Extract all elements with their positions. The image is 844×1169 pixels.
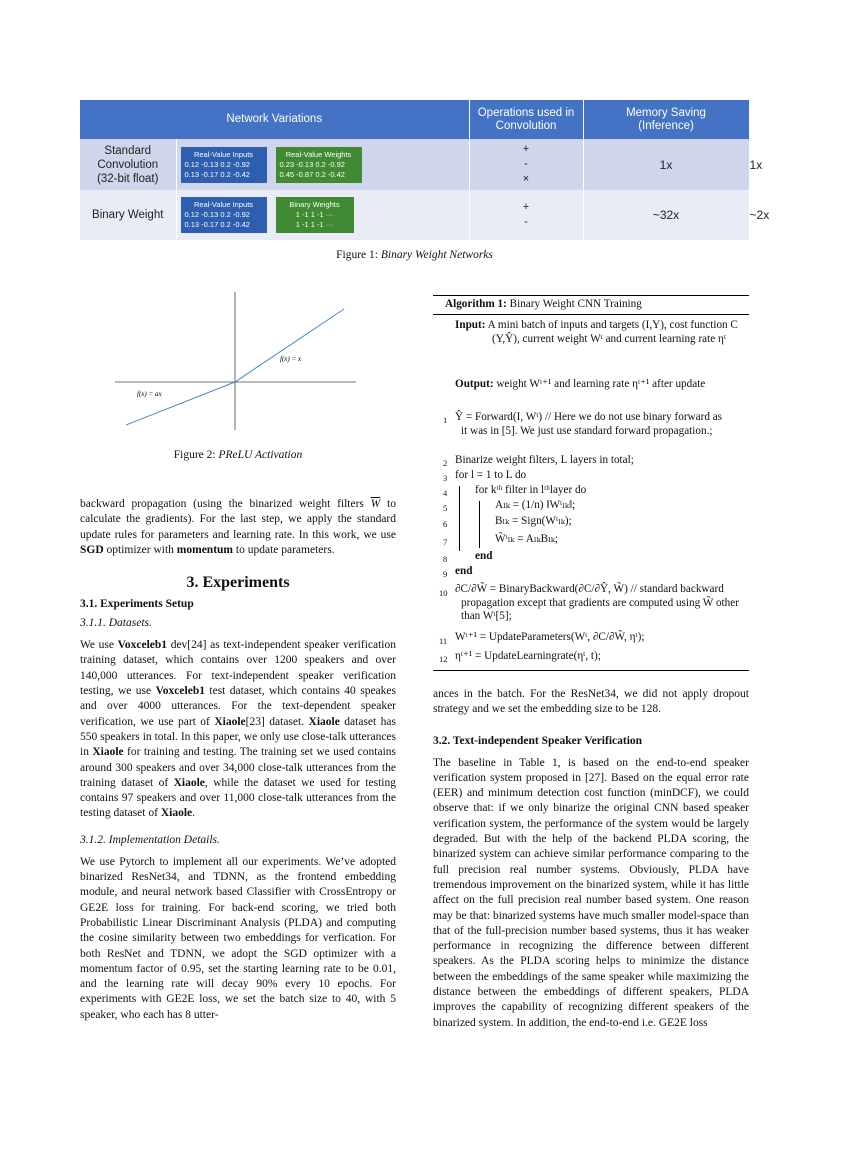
box-title: Real-Value Inputs bbox=[193, 200, 254, 209]
line-number: 11 bbox=[439, 635, 448, 646]
line-number: 9 bbox=[443, 568, 448, 579]
line-number: 5 bbox=[443, 502, 448, 513]
text: , while the dataset we used for testing contains 97 speakers and over 11,000 close-talk utterances from the testing dataset of bbox=[80, 776, 396, 820]
paragraph-datasets bbox=[80, 638, 396, 822]
input-text: A mini batch of inputs and targets (I,Y), cost function C (Y,Ŷ), current weight Wᵗ and current learning rate ηᵗ bbox=[485, 318, 738, 345]
text: backward propagation (using the binarized weight filters bbox=[80, 498, 371, 510]
left-column bbox=[80, 497, 396, 1023]
text: We use bbox=[80, 639, 118, 652]
caption-prefix: Figure 2: bbox=[173, 449, 219, 461]
subsection-heading: 3.2. Text-independent Speaker Verification bbox=[433, 734, 643, 747]
line-number: 12 bbox=[439, 653, 448, 664]
ops-standard bbox=[469, 139, 583, 190]
subsubsection-heading: 3.1.1. Datasets. bbox=[80, 617, 152, 630]
algo-title bbox=[433, 296, 749, 314]
input-box-binary bbox=[181, 197, 267, 233]
algo-line-8: end bbox=[475, 549, 493, 562]
algo-input bbox=[455, 319, 752, 347]
algo-line-1: Ŷ = Forward(I, Wᵗ) // Here we do not use binary forward as it was in [5]. We just use standard forward propagation.; bbox=[455, 410, 723, 437]
text: optimizer with bbox=[103, 543, 177, 556]
weight-box-binary bbox=[276, 197, 354, 233]
text: test dataset, which contains 40 speakes and over 4000 utterances. For the text-dependent speaker verification, we use part of bbox=[80, 685, 396, 728]
row-boxes-binary bbox=[176, 190, 469, 240]
prelu-plot bbox=[110, 292, 370, 432]
box-title: Binary Weights bbox=[289, 200, 340, 209]
right-column bbox=[433, 687, 749, 1031]
line-number: 7 bbox=[443, 536, 448, 547]
algo-line-10: ∂C/∂W̃ = BinaryBackward(∂C/∂Ŷ, W̃) // standard backward propagation except that gradients are computed using W̃ other than Wᵗ[5]; bbox=[455, 582, 739, 623]
box-line: 1 -1 1 -1 ··· bbox=[295, 210, 334, 219]
text-bold: Xiaole bbox=[160, 807, 193, 820]
positive-segment bbox=[235, 309, 344, 382]
box-line: 0.13 -0.17 0.2 -0.42 bbox=[184, 220, 250, 229]
text: . bbox=[192, 807, 195, 820]
label-line: Convolution bbox=[97, 158, 159, 171]
text-bold: Xiaole bbox=[214, 715, 246, 728]
text: [23] dataset. bbox=[245, 715, 309, 728]
text: to calculate the gradients). For the last step, we apply the standard update rules for parameters and learning rate. In this work, we use bbox=[80, 498, 396, 541]
line-number: 6 bbox=[443, 518, 448, 529]
figure1-caption bbox=[80, 249, 749, 261]
op-minus: - bbox=[524, 216, 528, 228]
line-number: 3 bbox=[443, 472, 448, 483]
figure2-caption bbox=[80, 449, 396, 461]
line-number: 4 bbox=[443, 487, 448, 498]
text: dev[24] as text-independent speaker verification training dataset, which contains over 1200 speakers and over 140,000 utterances. For text-independent speaker verification testing, we use bbox=[80, 639, 396, 698]
op-plus: + bbox=[522, 143, 530, 155]
text-bold: SGD bbox=[80, 543, 104, 556]
algo-output bbox=[455, 378, 761, 392]
algo-line-2: Binarize weight filters, L layers in total; bbox=[455, 453, 634, 466]
algo-line-6: Bₗₖ = Sign(Wᵗₗₖ); bbox=[495, 514, 572, 527]
algo-line-11: Wᵗ⁺¹ = UpdateParameters(Wᵗ, ∂C/∂W̃, ηᵗ); bbox=[455, 630, 645, 643]
text: for training and testing. The training set we used contains around 300 speakers and over 34,000 close-talk utterances from the training dataset of bbox=[80, 746, 396, 789]
output-label: Output: bbox=[455, 377, 494, 390]
memory-binary: ~32x bbox=[583, 190, 749, 240]
algo-line-9: end bbox=[455, 564, 473, 577]
ops-binary bbox=[469, 190, 583, 240]
row-label-standard bbox=[80, 139, 176, 190]
text-bold: Xiaole bbox=[173, 776, 205, 789]
text-bold: momentum bbox=[176, 543, 234, 556]
negative-segment bbox=[126, 382, 235, 425]
line-number: 2 bbox=[443, 457, 448, 468]
box-line: 1 -1 1 -1 ··· bbox=[295, 220, 334, 229]
title-bold: Algorithm 1: bbox=[445, 298, 507, 310]
paragraph-verification: The baseline in Table 1, is based on the end-to-end speaker verification system proposed in [27]. Based on the equal error rate (EER) and minimum detection cost function (minDCF), we could observe that: if we only binarize the original CNN based speaker verification system, the performance of the system would be largely degraded. But with the help of the backend PLDA scoring, the binarized system can achieve similar performance comparing to the full precision real number systems. Obviously, PLDA have tremendous improvement on the binarized system, while it has little affect on the full precision real number based system. One reason may be that: binarized systems have much smaller model-space than that of the full-precision number based systems, thus it has weaker performance in recognizing the difference between different speakers. As the PLDA scoring helps to minimize the distance between the embeddings of the same speaker while maximizing the distance between the embeddings of different speakers, PLDA improves the capability of recognizing different speakers of the binarized system. In addition, the end-to-end i.e. GE2E loss bbox=[433, 756, 749, 1029]
paragraph-backprop bbox=[80, 497, 396, 558]
algo-body bbox=[433, 315, 749, 650]
w-tilde: $\overline{W}$ bbox=[370, 498, 381, 510]
output-text: weight Wᵗ⁺¹ and learning rate ηᵗ⁺¹ after update bbox=[493, 377, 706, 390]
algo-line-7: W̃ᵗₗₖ = AₗₖBₗₖ; bbox=[495, 532, 559, 545]
algo-line-5: Aₗₖ = (1/n) ‖Wᵗₗₖ‖; bbox=[495, 498, 576, 511]
header-operations: Operations used in Convolution bbox=[469, 100, 583, 139]
text: dataset has 550 speakers in total. In this paper, we only use close-talk utterances in bbox=[80, 715, 397, 759]
header-memory-saving: Memory Saving (Inference) bbox=[583, 100, 749, 139]
bottom-rule bbox=[433, 670, 749, 671]
inner-for-block-bar bbox=[479, 501, 480, 548]
header-network-variations: Network Variations bbox=[80, 100, 469, 139]
negative-label: f(x) = ax bbox=[137, 390, 162, 398]
caption-title: Binary Weight Networks bbox=[380, 249, 493, 261]
text-bold: Voxceleb1 bbox=[155, 685, 205, 698]
paragraph-implementation: We use Pytorch to implement all our experiments. We’ve adopted binarized ResNet34, and TDNN, as the frontend embedding module, and neural network based Classifier with CrossEntropy or GE2E loss for training. For back-end scoring, we tried both Probabilistic Linear Discriminant Analysis (PLDA) and computing the cosine similarity between two embeddings for verfication. For both ResNet and TDNN, we adopt the SGD optimizer with a momentum factor of 0.95, set the starting learning rate to be 0.01, and the learning rate will decay 90% every 10 epochs. For experiments with GE2E loss, we set the batch size to 40, with 5 speaker, who each has 8 utter- bbox=[80, 855, 396, 1021]
label-line: (32-bit float) bbox=[97, 172, 159, 185]
algo-last bbox=[433, 650, 749, 668]
text: to update parameters. bbox=[233, 543, 335, 556]
weight-box-standard bbox=[276, 147, 362, 183]
line-number: 1 bbox=[443, 414, 448, 425]
input-box-standard bbox=[181, 147, 267, 183]
title-rest: Binary Weight CNN Training bbox=[506, 298, 642, 310]
row-boxes-standard bbox=[176, 139, 469, 190]
box-title: Real-Value Inputs bbox=[193, 149, 254, 159]
caption-title: PReLU Activation bbox=[218, 449, 303, 461]
subsubsection-heading: 3.1.2. Implementation Details. bbox=[80, 833, 220, 846]
algorithm-box bbox=[433, 295, 749, 671]
figure1-table: Network Variations Operations used in Convolution Memory Saving (Inference) Computational Saving (Inference) Standard Convolution (32-bit float) Real-Value Inputs 0.12 -0.13 0.2 -0.92 0.13 -0.17 0.2 -0.42 Real-Value Weights 0.23 -0.13 0.2 -0.92 0.45 -0.87 0.2 -0.42 + - × 1x 1x Binary Weight Real-Value Inputs 0.12 -0.13 0.2 -0.92 0.13 -0.17 0.2 -0.42 Binary Weights 1 -1 1 -1 ··· 1 -1 1 -1 ··· + - ~32x ~2x bbox=[80, 100, 749, 240]
op-minus: - bbox=[524, 158, 528, 170]
text-bold: Voxceleb1 bbox=[117, 639, 168, 652]
subsection-heading: 3.1. Experiments Setup bbox=[80, 598, 194, 611]
text-bold: Xiaole bbox=[308, 715, 340, 728]
line-number: 8 bbox=[443, 553, 448, 564]
op-times: × bbox=[522, 173, 530, 185]
for-block-bar bbox=[459, 486, 460, 551]
box-line: 0.45 -0.87 0.2 -0.42 bbox=[279, 169, 345, 179]
box-line: 0.12 -0.13 0.2 -0.92 bbox=[184, 159, 250, 169]
line-number: 10 bbox=[439, 587, 448, 598]
op-plus: + bbox=[522, 201, 530, 213]
box-title: Real-Value Weights bbox=[285, 149, 352, 159]
box-line: 0.13 -0.17 0.2 -0.42 bbox=[184, 169, 250, 179]
algo-line-3: for l = 1 to L do bbox=[455, 468, 527, 481]
row-label-binary: Binary Weight bbox=[80, 190, 176, 240]
section-heading: 3. Experiments bbox=[186, 574, 290, 592]
input-label: Input: bbox=[455, 318, 486, 331]
box-line: 0.23 -0.13 0.2 -0.92 bbox=[279, 159, 345, 169]
algo-line-12: ηᵗ⁺¹ = UpdateLearningrate(ηᵗ, t); bbox=[455, 649, 601, 662]
positive-label: f(x) = x bbox=[280, 355, 302, 363]
memory-standard: 1x bbox=[583, 139, 749, 190]
paragraph-resnet: ances in the batch. For the ResNet34, we did not apply dropout strategy and we set the embedding size to be 128. bbox=[433, 688, 749, 716]
algo-line-4: for kᵗʰ filter in lᵗʰlayer do bbox=[475, 483, 587, 496]
text-bold: Xiaole bbox=[92, 746, 124, 759]
box-line: 0.12 -0.13 0.2 -0.92 bbox=[184, 210, 250, 219]
caption-prefix: Figure 1: bbox=[336, 249, 381, 261]
label-line: Standard bbox=[104, 144, 152, 157]
